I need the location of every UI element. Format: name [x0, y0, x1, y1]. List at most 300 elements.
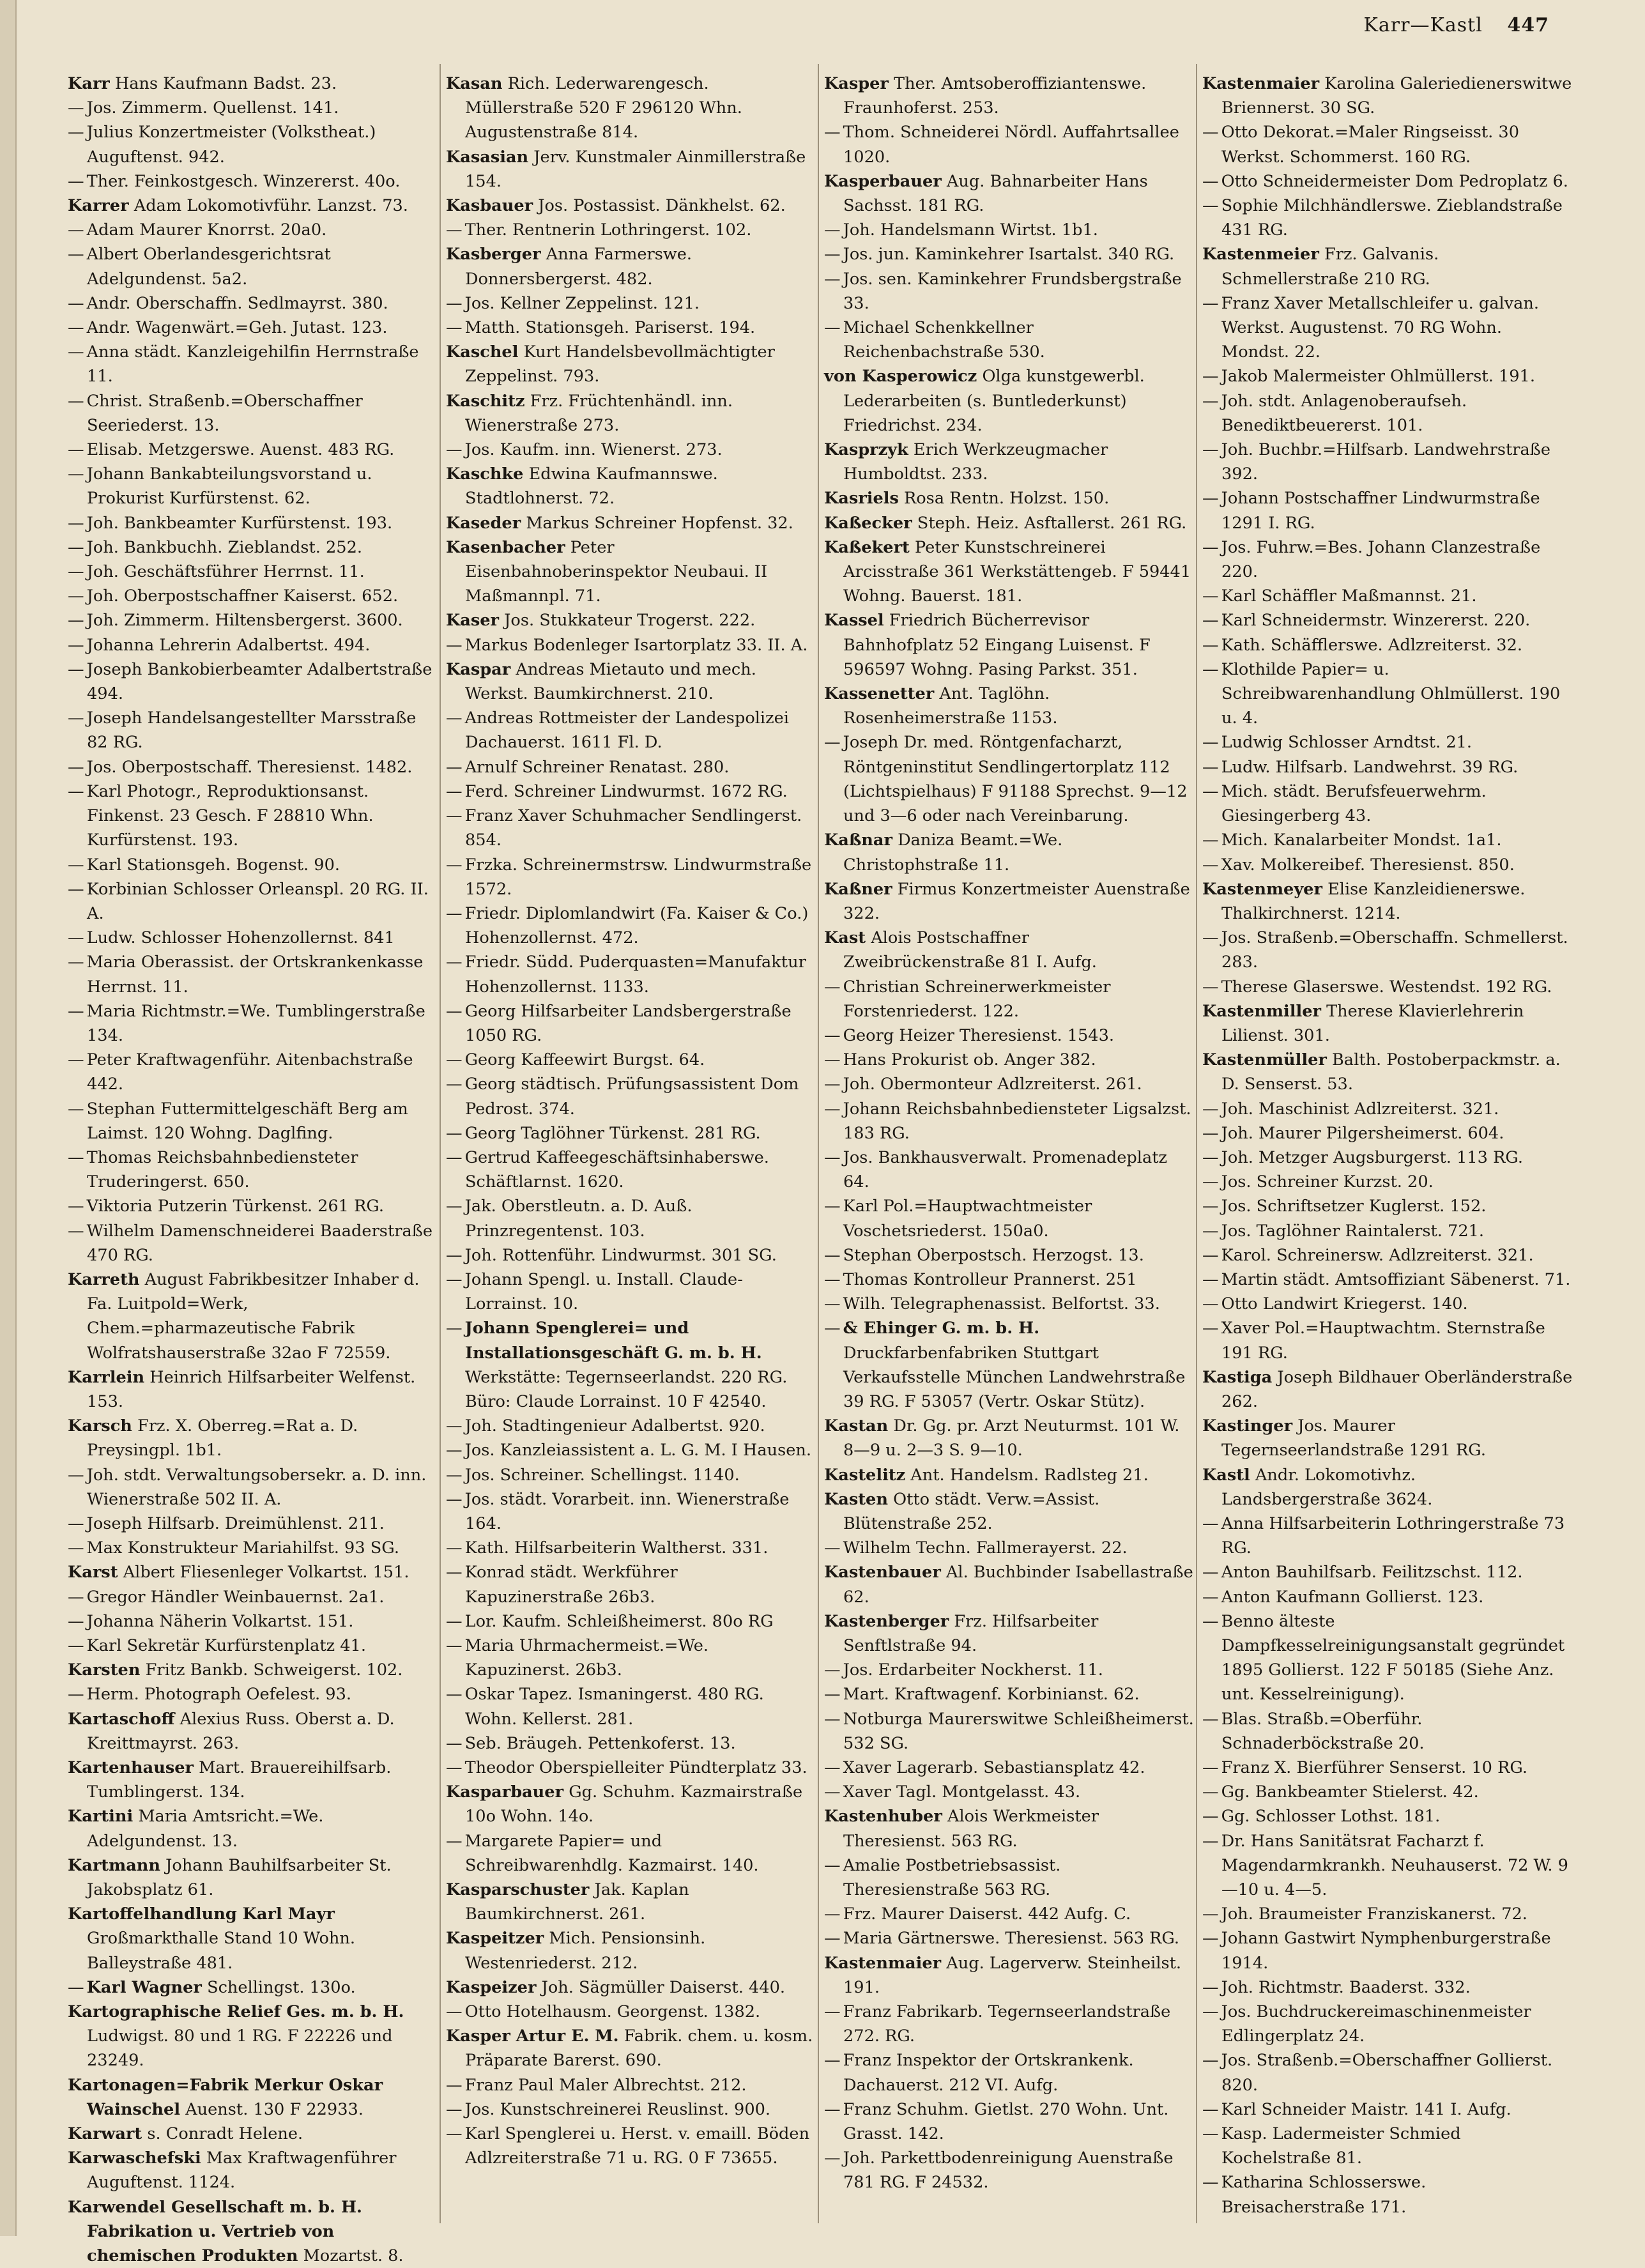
directory-entry	[824, 2146, 1195, 2195]
directory-entry	[446, 72, 816, 145]
ditto-dash: —	[68, 953, 84, 972]
entry-details: Gregor Händler Weinbauernst. 2a1.	[86, 1587, 385, 1607]
ditto-dash: —	[446, 1197, 463, 1216]
directory-entry	[68, 1902, 438, 1975]
entry-surname: Kartographische Relief Ges. m. b. H.	[68, 2002, 404, 2022]
ditto-dash: —	[446, 1489, 463, 1509]
directory-entry	[1202, 755, 1573, 779]
entry-details: Joh. Oberpostschaffner Kaiserst. 652.	[86, 586, 399, 606]
directory-entry	[446, 1878, 816, 1926]
ditto-dash: —	[1202, 1587, 1219, 1607]
entry-details: Johanna Lehrerin Adalbertst. 494.	[86, 635, 371, 655]
entry-surname: Karwendel Gesellschaft m. b. H. Fabrikation u. Vertrieb von chemischen Produkten	[68, 2197, 362, 2266]
directory-entry	[446, 340, 816, 388]
directory-entry	[446, 2097, 816, 2122]
directory-entry	[1202, 2048, 1573, 2097]
entry-details: Ther. Feinkostgesch. Winzererst. 40o.	[86, 171, 401, 191]
directory-entry	[68, 2146, 438, 2195]
entry-details: Xaver Lagerarb. Sebastiansplatz 42.	[843, 1758, 1145, 1778]
entry-details: Jos. städt. Vorarbeit. inn. Wienerstraße 164.	[464, 1489, 790, 1533]
directory-entry	[446, 145, 816, 194]
entry-surname: Kastenberger	[824, 1611, 949, 1631]
ditto-dash: —	[1202, 733, 1219, 753]
entry-details: Georg Hilfsarbeiter Landsbergerstraße 1050 RG.	[464, 1001, 792, 1045]
entry-details: Max Konstrukteur Mariahilfst. 93 SG.	[86, 1538, 399, 1558]
entry-details: Karl Pol.=Hauptwachtmeister Voschetsriederst. 150a0.	[843, 1197, 1092, 1241]
directory-entry	[824, 1536, 1195, 1560]
ditto-dash: —	[446, 903, 463, 923]
ditto-dash: —	[446, 709, 463, 728]
directory-entry	[1202, 535, 1573, 584]
ditto-dash: —	[1202, 611, 1219, 631]
entry-surname: Kaschitz	[446, 391, 525, 411]
entry-details: Notburga Maurerswitwe Schleißheimerst. 532 SG.	[843, 1709, 1194, 1753]
entry-surname: Karl Wagner	[86, 1977, 202, 1997]
entry-details: Sophie Milchhändlerswe. Zieblandstraße 431 RG.	[1221, 196, 1563, 240]
entry-details: Korbinian Schlosser Orleanspl. 20 RG. II. A.	[86, 879, 429, 923]
directory-entry	[68, 1145, 438, 1194]
directory-entry	[446, 804, 816, 852]
entry-details: Franz Xaver Schuhmacher Sendlingerst. 854.	[464, 806, 802, 850]
page-number: 447	[1507, 14, 1549, 36]
entry-details: Mich. städt. Berufsfeuerwehrm. Giesingerberg 43.	[1221, 781, 1487, 826]
entry-details: Jos. Oberpostschaff. Theresienst. 1482.	[86, 757, 413, 777]
ditto-dash: —	[446, 806, 463, 826]
entry-details: Karolina Galeriedienerswitwe Briennerst. 30 SG.	[1221, 74, 1572, 118]
ditto-dash: —	[68, 562, 84, 582]
entry-details: Andreas Rottmeister der Landespolizei Dachauerst. 1611 Fl. D.	[464, 709, 789, 753]
ditto-dash: —	[68, 611, 84, 631]
entry-details: Franz Schuhm. Gietlst. 270 Wohn. Unt. Grasst. 142.	[843, 2099, 1169, 2144]
directory-entry	[824, 1145, 1195, 1194]
ditto-dash: —	[68, 586, 84, 606]
entry-details: Anna städt. Kanzleigehilfin Herrnstraße 11.	[86, 342, 419, 387]
directory-entry	[1202, 242, 1573, 291]
directory-entry	[446, 389, 816, 438]
directory-entry	[68, 242, 438, 291]
directory-entry	[446, 2073, 816, 2097]
entry-details: Matth. Stationsgeh. Pariserst. 194.	[464, 318, 756, 338]
directory-entry	[1202, 2097, 1573, 2122]
directory-entry	[1202, 1145, 1573, 1170]
entry-details: Jak. Oberstleutn. a. D. Auß. Prinzregentenst. 103.	[464, 1197, 692, 1241]
entry-details: Alois Werkmeister Theresienst. 563 RG.	[843, 1807, 1099, 1851]
entry-details: Jos. Kanzleiassistent a. L. G. M. I Hausen.	[464, 1441, 811, 1460]
directory-entry	[68, 1560, 438, 1584]
entry-details: Johann Spengl. u. Install. Claude-Lorrainst. 10.	[464, 1269, 743, 1314]
entry-surname: Kartmann	[68, 1855, 161, 1875]
entry-surname: Kasper	[824, 74, 889, 93]
entry-details: Franz X. Bierführer Senserst. 10 RG.	[1221, 1758, 1528, 1778]
directory-entry	[68, 1463, 438, 1512]
entry-surname: Karrer	[68, 196, 129, 216]
directory-entry	[824, 2000, 1195, 2048]
directory-entry	[824, 608, 1195, 682]
directory-entry	[1202, 72, 1573, 120]
ditto-dash: —	[824, 245, 841, 264]
entry-details: Jos. Bankhausverwalt. Promenadeplatz 64.	[843, 1147, 1167, 1192]
entry-surname: Karsch	[68, 1416, 132, 1436]
directory-entry	[446, 535, 816, 609]
directory-entry	[446, 2000, 816, 2024]
entry-details: Aug. Lagerverw. Steinheilst. 191.	[843, 1953, 1182, 1997]
entry-details: Wilhelm Damenschneiderei Baaderstraße 470 RG.	[86, 1221, 432, 1265]
directory-entry	[68, 1707, 438, 1756]
directory-entry	[824, 1097, 1195, 1145]
entry-details: Johann Bauhilfsarbeiter St. Jakobsplatz 61.	[87, 1855, 392, 1900]
directory-entry	[68, 316, 438, 340]
directory-entry	[68, 120, 438, 169]
directory-entry	[1202, 1414, 1573, 1462]
entry-surname: Kastiga	[1202, 1367, 1273, 1387]
entry-details: Mozartst. 8.	[303, 2246, 404, 2266]
directory-entry	[824, 1463, 1195, 1487]
entry-surname: Kaßecker	[824, 513, 912, 533]
ditto-dash: —	[824, 123, 841, 142]
entry-details: Joh. stdt. Verwaltungsobersekr. a. D. inn. Wienerstraße 502 II. A.	[86, 1465, 427, 1509]
directory-entry	[68, 96, 438, 120]
ditto-dash: —	[1202, 1904, 1219, 1924]
entry-surname: Kaßner	[824, 879, 892, 899]
directory-entry	[1202, 1707, 1573, 1756]
entry-details: Frz. X. Oberreg.=Rat a. D. Preysingpl. 1b1.	[87, 1416, 358, 1460]
ditto-dash: —	[446, 1563, 463, 1582]
entry-surname: Kasberger	[446, 245, 541, 264]
ditto-dash: —	[446, 1245, 463, 1265]
entry-details: Wilh. Telegraphenassist. Belfortst. 33.	[843, 1294, 1160, 1314]
entry-details: Andreas Mietauto und mech. Werkst. Baumkirchnerst. 210.	[465, 659, 756, 704]
directory-entry	[1202, 1829, 1573, 1903]
entry-surname: Kartonagen=Fabrik Merkur Oskar Wainschel	[68, 2075, 383, 2119]
directory-entry	[1202, 2122, 1573, 2170]
entry-details: Kath. Schäfflerswe. Adlzreiterst. 32.	[1221, 635, 1522, 655]
ditto-dash: —	[446, 855, 463, 875]
entry-details: Jos. Kellner Zeppelinst. 121.	[464, 293, 700, 313]
ditto-dash: —	[446, 2124, 463, 2144]
entry-details: Johann Bankabteilungsvorstand u. Prokurist Kurfürstenst. 62.	[86, 464, 372, 509]
ditto-dash: —	[824, 2051, 841, 2071]
directory-entry	[68, 1682, 438, 1706]
ditto-dash: —	[68, 318, 84, 338]
entry-details: Georg Kaffeewirt Burgst. 64.	[464, 1050, 705, 1070]
ditto-dash: —	[1202, 196, 1219, 216]
ditto-dash: —	[68, 781, 84, 801]
directory-entry	[1202, 1902, 1573, 1926]
directory-entry	[824, 1316, 1195, 1414]
entry-surname: Kaßnar	[824, 831, 892, 850]
entry-details: Markus Bodenleger Isartorplatz 33. II. A.	[464, 635, 808, 655]
directory-entry	[824, 438, 1195, 486]
ditto-dash: —	[824, 1538, 841, 1558]
entry-details: Oskar Tapez. Ismaningerst. 480 RG. Wohn. Kellerst. 281.	[464, 1685, 764, 1729]
directory-entry	[446, 1560, 816, 1609]
directory-entry	[68, 1756, 438, 1804]
entry-details: Joh. Handelsmann Wirtst. 1b1.	[843, 220, 1098, 240]
entry-details: Joh. Richtmstr. Baaderst. 332.	[1221, 1977, 1471, 1997]
ditto-dash: —	[824, 977, 841, 997]
entry-details: Joh. Braumeister Franziskanerst. 72.	[1221, 1904, 1527, 1924]
directory-entry	[446, 2122, 816, 2170]
directory-entry	[824, 1048, 1195, 1072]
entry-details: Rosa Rentn. Holzst. 150.	[904, 489, 1110, 509]
entry-details: Christ. Straßenb.=Oberschaffner Seeriederst. 13.	[86, 391, 363, 435]
ditto-dash: —	[446, 1538, 463, 1558]
entry-details: Joh. Parkettbodenreinigung Auenstraße 781 RG. F 24532.	[843, 2149, 1174, 2193]
entry-surname: Johann Spenglerei= und Installationsgeschäft G. m. b. H.	[464, 1319, 762, 1363]
entry-details: Joseph Bildhauer Oberländerstraße 262.	[1221, 1367, 1573, 1411]
directory-entry	[824, 1487, 1195, 1536]
directory-entry	[446, 755, 816, 779]
directory-entry	[68, 853, 438, 877]
entry-details: Michael Schenkkellner Reichenbachstraße 530.	[843, 318, 1045, 362]
entry-details: Karl Photogr., Reproduktionsanst. Finkenst. 23 Gesch. F 28810 Whn. Kurfürstenst. 193.	[86, 781, 374, 850]
directory-entry	[1202, 1268, 1573, 1292]
ditto-dash: —	[68, 1099, 84, 1119]
directory-entry	[68, 1194, 438, 1218]
directory-entry	[824, 486, 1195, 510]
directory-entry	[446, 1609, 816, 1634]
column-4	[1202, 72, 1573, 2218]
entry-details: Lor. Kaufm. Schleißheimerst. 80o RG	[464, 1611, 774, 1631]
entry-details: Otto städt. Verw.=Assist. Blütenstraße 252.	[843, 1489, 1100, 1533]
directory-entry	[824, 1023, 1195, 1048]
entry-details: Otto Schneidermeister Dom Pedroplatz 6.	[1221, 171, 1568, 191]
entry-surname: Kasbauer	[446, 196, 533, 216]
entry-surname: & Ehinger G. m. b. H.	[843, 1319, 1040, 1338]
directory-entry	[1202, 1975, 1573, 2000]
entry-details: Steph. Heiz. Asftallerst. 261 RG.	[917, 513, 1187, 533]
entry-details: Ludw. Schlosser Hohenzollernst. 841	[86, 928, 395, 948]
directory-entry	[68, 340, 438, 388]
entry-details: Julius Konzertmeister (Volkstheat.) Auguftenst. 942.	[86, 123, 376, 167]
directory-entry	[68, 1268, 438, 1365]
ditto-dash: —	[1202, 1758, 1219, 1778]
directory-entry	[1202, 1463, 1573, 1512]
entry-surname: Kastenmaier	[824, 1953, 942, 1973]
entry-details: Elise Kanzleidienerswe. Thalkirchnerst. 1214.	[1221, 879, 1526, 923]
entry-details: Aug. Bahnarbeiter Hans Sachsst. 181 RG.	[843, 171, 1148, 216]
entry-details: Wilhelm Techn. Fallmerayerst. 22.	[843, 1538, 1128, 1558]
entry-details: Kath. Hilfsarbeiterin Waltherst. 331.	[464, 1538, 769, 1558]
ditto-dash: —	[446, 635, 463, 655]
directory-entry	[1202, 975, 1573, 999]
directory-entry	[824, 1682, 1195, 1706]
ditto-dash: —	[1202, 1099, 1219, 1119]
entry-details: Fabrik. chem. u. kosm. Präparate Barerst. 690.	[465, 2027, 813, 2071]
directory-entry	[68, 633, 438, 657]
ditto-dash: —	[1202, 1269, 1219, 1289]
entry-surname: Kartenhauser	[68, 1758, 194, 1778]
ditto-dash: —	[68, 98, 84, 118]
ditto-dash: —	[446, 1611, 463, 1631]
column-1	[68, 72, 438, 2266]
entry-details: Gg. Schuhm. Kazmairstraße 10o Wohn. 14o.	[465, 1782, 803, 1827]
directory-entry	[824, 1707, 1195, 1756]
entry-details: Ant. Handelsm. Radlsteg 21.	[910, 1465, 1149, 1485]
page-header	[1364, 14, 1550, 36]
ditto-dash: —	[68, 464, 84, 484]
entry-details: Maria Richtmstr.=We. Tumblingerstraße 134.	[86, 1001, 425, 1045]
entry-details: Daniza Beamt.=We. Christophstraße 11.	[843, 831, 1063, 875]
entry-details: Schellingst. 130o.	[207, 1977, 356, 1997]
directory-entry	[1202, 1292, 1573, 1316]
entry-details: Georg Heizer Theresienst. 1543.	[843, 1025, 1114, 1045]
entry-details: Jos. Stukkateur Trogerst. 222.	[504, 611, 756, 631]
ditto-dash: —	[1202, 1611, 1219, 1631]
entry-details: Friedrich Bücherrevisor Bahnhofplatz 52 Eingang Luisenst. F 596597 Wohng. Pasing Parkst. 351.	[843, 611, 1151, 679]
entry-details: Jos. Kunstschreinerei Reuslinst. 900.	[464, 2099, 771, 2119]
directory-entry	[1202, 1219, 1573, 1243]
ditto-dash: —	[1202, 1563, 1219, 1582]
entry-surname: Karst	[68, 1563, 118, 1582]
directory-entry	[824, 926, 1195, 974]
directory-entry	[824, 72, 1195, 120]
entry-surname: Kassel	[824, 611, 884, 631]
entry-details: Anton Bauhilfsarb. Feilitzschst. 112.	[1221, 1563, 1523, 1582]
entry-surname: Kasparschuster	[446, 1880, 590, 1900]
ditto-dash: —	[68, 635, 84, 655]
entry-surname: Kaspeitzer	[446, 1929, 544, 1949]
ditto-dash: —	[1202, 757, 1219, 777]
entry-details: Joh. stdt. Anlagenoberaufseh. Benediktbeuererst. 101.	[1221, 391, 1467, 435]
entry-details: Jak. Kaplan Baumkirchnerst. 261.	[465, 1880, 689, 1924]
ditto-dash: —	[68, 709, 84, 728]
directory-entry	[1202, 1316, 1573, 1365]
ditto-dash: —	[824, 318, 841, 338]
entry-details: Rich. Lederwarengesch. Müllerstraße 520 F 296120 Whn. Augustenstraße 814.	[465, 74, 742, 142]
entry-surname: Kartini	[68, 1807, 134, 1827]
entry-details: Otto Hotelhausm. Georgenst. 1382.	[464, 2002, 761, 2022]
entry-details: Großmarkthalle Stand 10 Wohn. Balleystraße 481.	[87, 1929, 355, 1973]
ditto-dash: —	[1202, 1319, 1219, 1338]
directory-entry	[446, 1072, 816, 1121]
ditto-dash: —	[68, 342, 84, 362]
ditto-dash: —	[446, 1416, 463, 1436]
entry-details: Alois Postschaffner Zweibrückenstraße 81 I. Aufg.	[843, 928, 1097, 972]
ditto-dash: —	[68, 1147, 84, 1167]
directory-entry	[68, 1512, 438, 1536]
directory-entry	[68, 1414, 438, 1462]
ditto-dash: —	[1202, 123, 1219, 142]
directory-entry	[68, 1048, 438, 1096]
directory-entry	[68, 1097, 438, 1145]
ditto-dash: —	[1202, 1977, 1219, 1997]
ditto-dash: —	[68, 928, 84, 948]
entry-details: Anton Kaufmann Gollierst. 123.	[1221, 1587, 1484, 1607]
directory-entry	[68, 218, 438, 242]
entry-details: Martin städt. Amtsoffiziant Säbenerst. 71.	[1221, 1269, 1571, 1289]
directory-entry	[824, 1292, 1195, 1316]
ditto-dash: —	[1202, 659, 1219, 679]
entry-details: Joh. Bankbuchh. Zieblandst. 252.	[86, 537, 363, 557]
directory-entry	[824, 1072, 1195, 1096]
entry-details: Margarete Papier= und Schreibwarenhdlg. Kazmairst. 140.	[464, 1831, 759, 1875]
ditto-dash: —	[446, 1465, 463, 1485]
entry-details: Otto Dekorat.=Maler Ringseisst. 30 Werkst. Schommerst. 160 RG.	[1221, 123, 1519, 167]
ditto-dash: —	[1202, 489, 1219, 509]
entry-details: Johann Gastwirt Nymphenburgerstraße 1914.	[1221, 1929, 1551, 1973]
entry-details: Jakob Malermeister Ohlmüllerst. 191.	[1221, 367, 1535, 387]
entry-details: Therese Glaserswe. Westendst. 192 RG.	[1221, 977, 1552, 997]
entry-surname: Kastenmeyer	[1202, 879, 1322, 899]
entry-details: Andr. Oberschaffn. Sedlmayrst. 380.	[86, 293, 388, 313]
ditto-dash: —	[824, 1685, 841, 1705]
entry-details: Maria Oberassist. der Ortskrankenkasse Herrnst. 11.	[86, 953, 424, 997]
ditto-dash: —	[446, 781, 463, 801]
ditto-dash: —	[446, 318, 463, 338]
entry-details: Friedr. Diplomlandwirt (Fa. Kaiser & Co.) Hohenzollernst. 472.	[464, 903, 809, 948]
directory-entry	[68, 2073, 438, 2122]
directory-entry	[68, 999, 438, 1048]
directory-entry	[824, 1780, 1195, 1804]
entry-details: Peter Kraftwagenführ. Aitenbachstraße 442.	[86, 1050, 413, 1094]
entry-details: Andr. Lokomotivhz. Landsbergerstraße 3624.	[1221, 1465, 1433, 1509]
directory-entry	[824, 2048, 1195, 2097]
directory-entry	[1202, 1194, 1573, 1218]
ditto-dash: —	[68, 1465, 84, 1485]
ditto-dash: —	[446, 953, 463, 972]
ditto-dash: —	[446, 2075, 463, 2095]
entry-details: Kurt Handelsbevollmächtigter Zeppelinst. 793.	[465, 342, 775, 387]
entry-details: s. Conradt Helene.	[147, 2124, 303, 2144]
entry-surname: Kasasian	[446, 147, 529, 167]
directory-entry	[1202, 779, 1573, 828]
entry-surname: Kaschel	[446, 342, 519, 362]
directory-entry	[68, 1536, 438, 1560]
directory-entry	[446, 462, 816, 510]
directory-entry	[446, 1487, 816, 1536]
directory-entry	[1202, 1170, 1573, 1194]
directory-entry	[446, 1048, 816, 1072]
directory-entry	[446, 999, 816, 1048]
entry-details: Arnulf Schreiner Renatast. 280.	[464, 757, 730, 777]
entry-details: Ferd. Schreiner Lindwurmst. 1672 RG.	[464, 781, 788, 801]
entry-details: Jos. Schriftsetzer Kuglerst. 152.	[1221, 1197, 1487, 1216]
ditto-dash: —	[824, 1025, 841, 1045]
directory-entry	[1202, 1365, 1573, 1414]
directory-entry	[1202, 657, 1573, 731]
directory-entry	[446, 950, 816, 999]
directory-entry	[824, 730, 1195, 828]
directory-entry	[824, 511, 1195, 535]
entry-surname: Kartoffelhandlung Karl Mayr	[68, 1904, 335, 1924]
entry-surname: Kasprzyk	[824, 440, 908, 460]
directory-entry	[446, 218, 816, 242]
ditto-dash: —	[68, 293, 84, 313]
directory-entry	[824, 1268, 1195, 1292]
ditto-dash: —	[1202, 171, 1219, 191]
ditto-dash: —	[1202, 1197, 1219, 1216]
directory-entry	[1202, 633, 1573, 657]
entry-details: Anna Hilfsarbeiterin Lothringerstraße 73 RG.	[1221, 1513, 1565, 1558]
directory-entry	[446, 194, 816, 218]
entry-details: Dr. Gg. pr. Arzt Neuturmst. 101 W. 8—9 u. 2—3 S. 9—10.	[843, 1416, 1180, 1460]
ditto-dash: —	[446, 1733, 463, 1753]
entry-surname: Kastenhuber	[824, 1807, 942, 1827]
ditto-dash: —	[68, 123, 84, 142]
entry-details: Frz. Maurer Daiserst. 442 Aufg. C.	[843, 1904, 1131, 1924]
ditto-dash: —	[446, 440, 463, 460]
entry-details: Markus Schreiner Hopfenst. 32.	[526, 513, 793, 533]
entry-details: Johanna Näherin Volkartst. 151.	[86, 1611, 354, 1631]
entry-details: Fritz Bankb. Schweigerst. 102.	[145, 1660, 403, 1680]
ditto-dash: —	[68, 1636, 84, 1655]
directory-entry	[68, 72, 438, 96]
directory-entry	[446, 316, 816, 340]
directory-entry	[446, 1756, 816, 1780]
ditto-dash: —	[1202, 537, 1219, 557]
ditto-dash: —	[1202, 293, 1219, 313]
